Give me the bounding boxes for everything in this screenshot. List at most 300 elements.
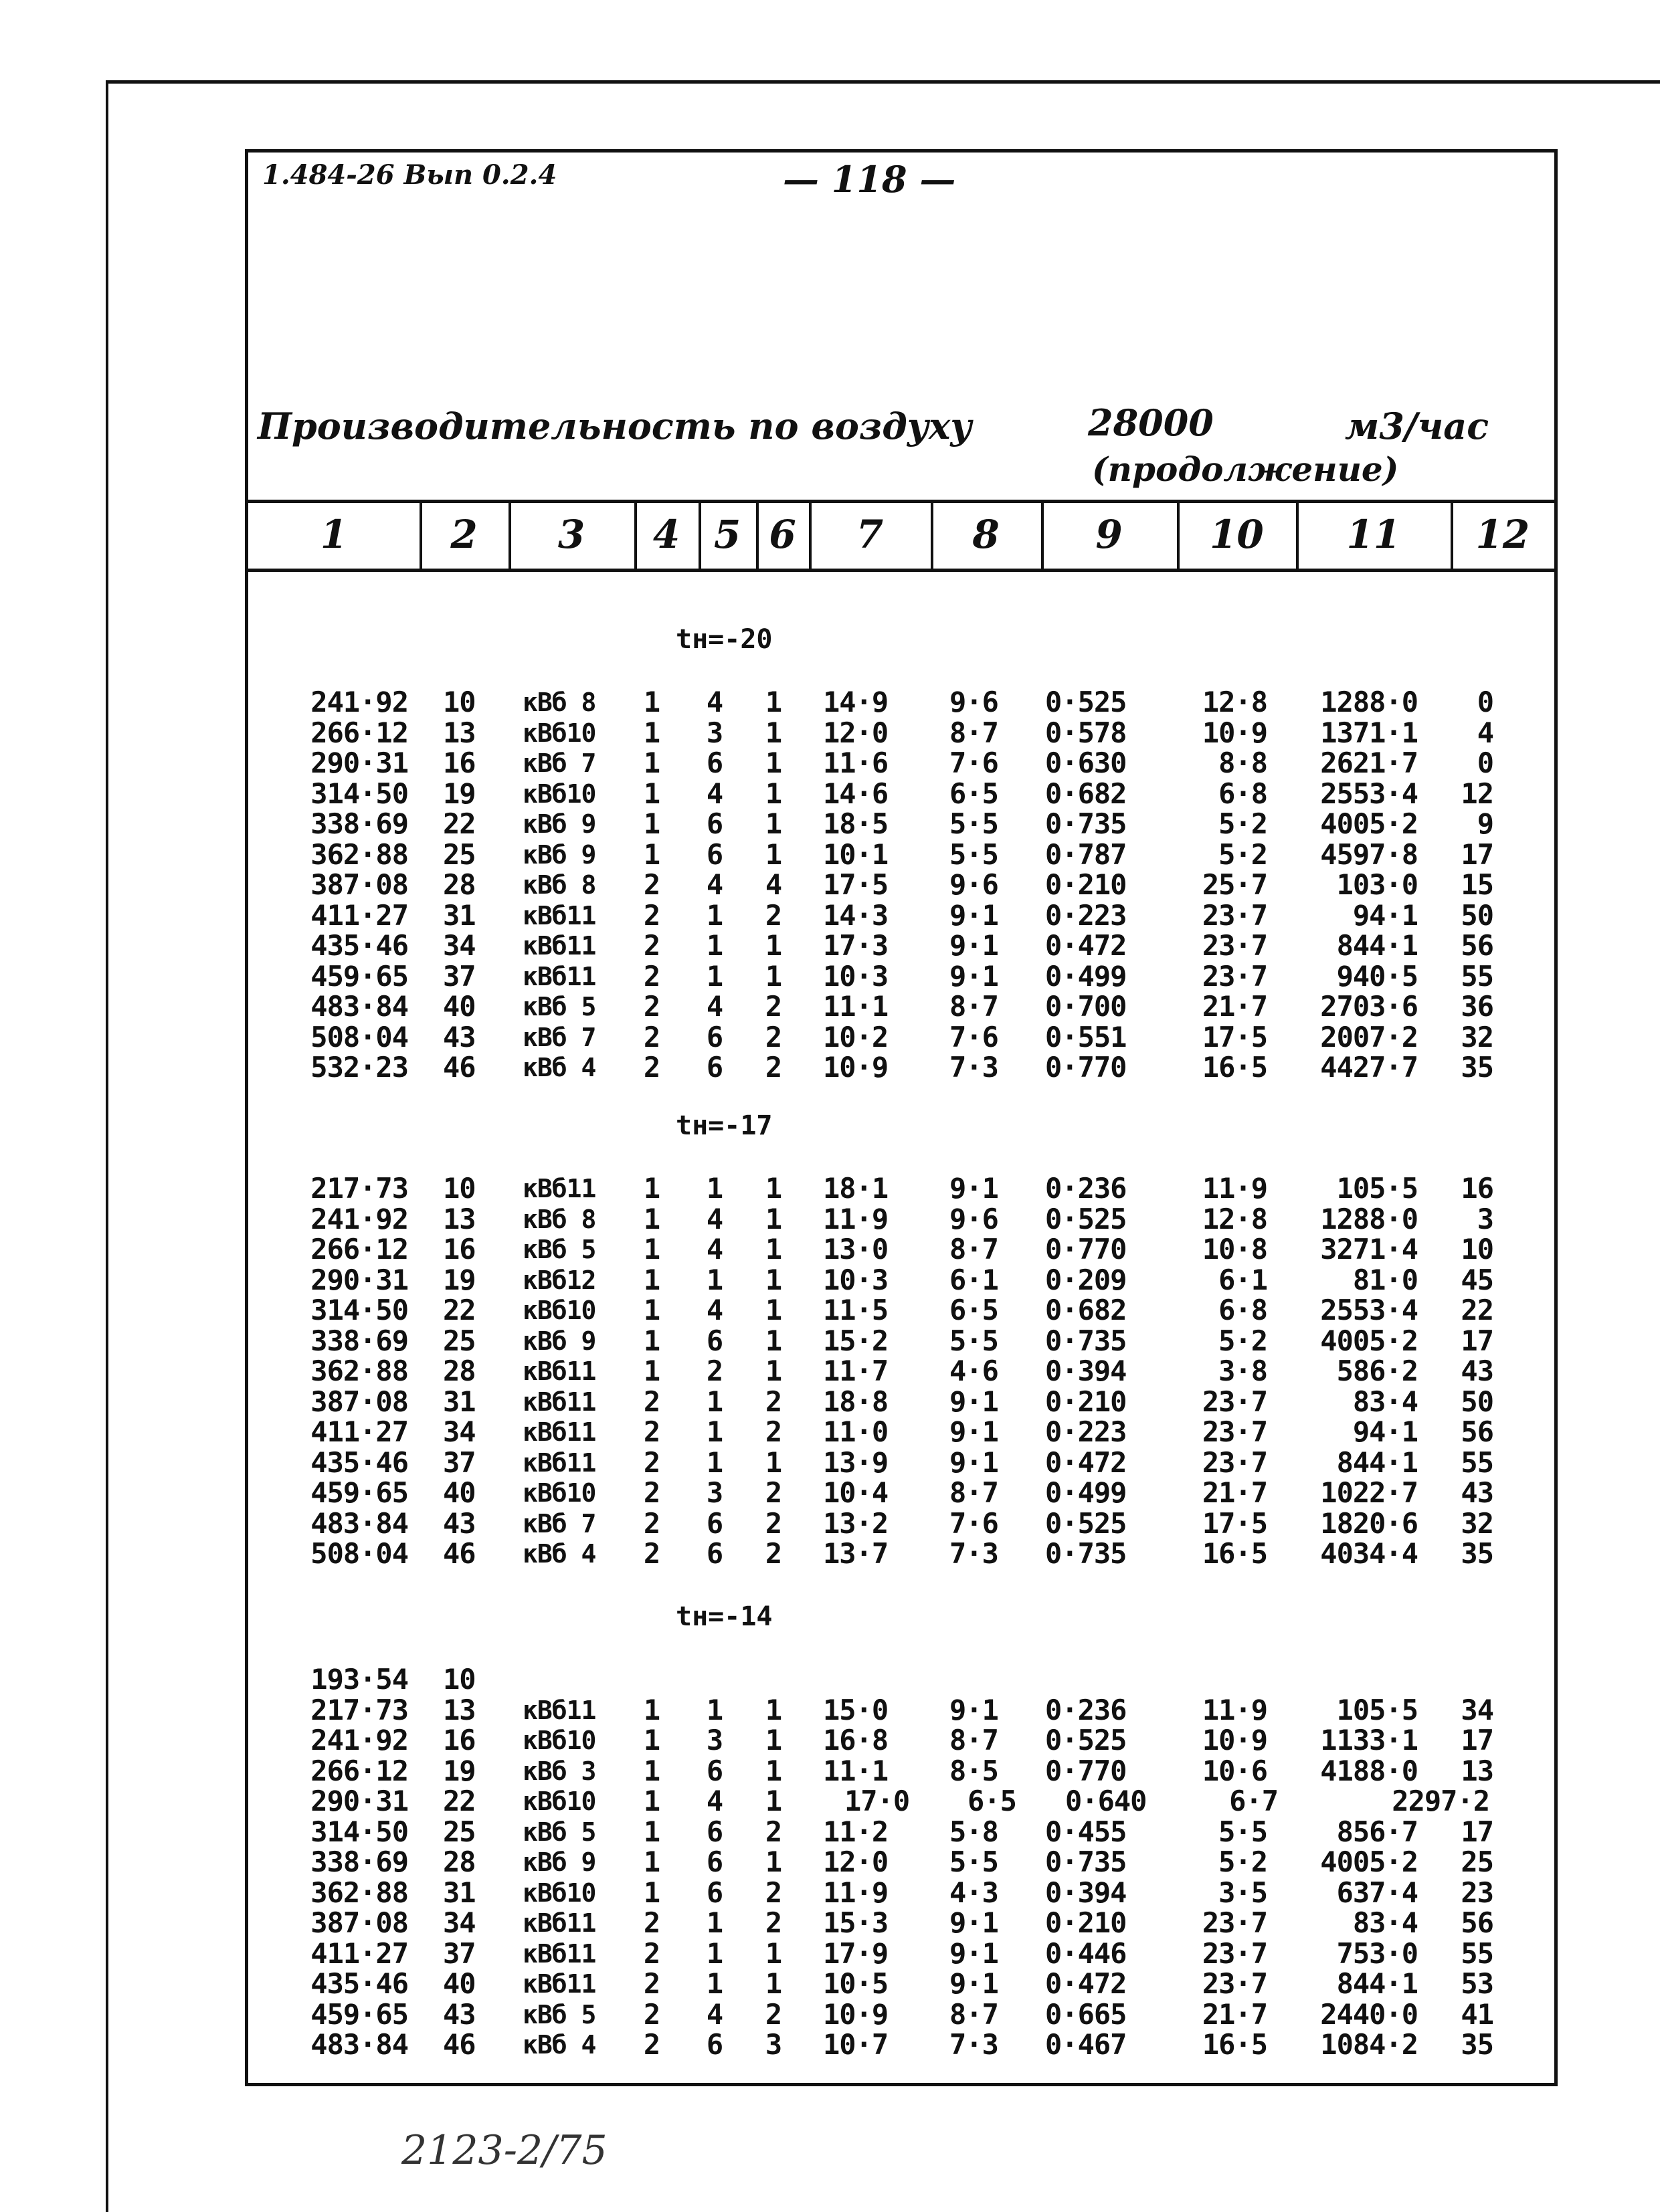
cell-col-3: кВб11 bbox=[523, 1969, 596, 1999]
column-header-9: 9 bbox=[1095, 512, 1123, 557]
cell-col-5: 6 bbox=[706, 1815, 723, 1848]
cell-col-11: 2440·0 bbox=[1320, 1997, 1418, 2031]
cell-col-10: 23·7 bbox=[1202, 1415, 1267, 1448]
column-header-8: 8 bbox=[972, 512, 1000, 557]
cell-col-11: 4005·2 bbox=[1320, 1324, 1418, 1357]
cell-col-1: 508·04 bbox=[310, 1020, 408, 1053]
cell-col-1: 411·27 bbox=[310, 1415, 408, 1448]
cell-col-9: 0·210 bbox=[1045, 1385, 1127, 1418]
cell-col-9: 0·472 bbox=[1045, 1967, 1127, 2000]
footer-note: 2123-2/75 bbox=[401, 2127, 608, 2174]
cell-col-11: 856·7 bbox=[1336, 1815, 1418, 1848]
cell-col-11: 4034·4 bbox=[1320, 1537, 1418, 1570]
cell-col-4: 1 bbox=[643, 1354, 660, 1387]
cell-col-4: 1 bbox=[643, 746, 660, 779]
cell-col-11: 4005·2 bbox=[1320, 1845, 1418, 1878]
cell-col-6: 1 bbox=[765, 1263, 782, 1296]
cell-col-10: 16·5 bbox=[1202, 1537, 1267, 1570]
cell-col-12: 43 bbox=[1461, 1476, 1493, 1509]
cell-col-2: 40 bbox=[443, 1967, 476, 2000]
cell-col-5: 4 bbox=[706, 1294, 723, 1326]
cell-col-7: 10·9 bbox=[823, 1997, 889, 2031]
table-row bbox=[0, 2029, 1660, 2060]
cell-col-3: кВб 8 bbox=[523, 870, 596, 900]
cell-col-8: 8·7 bbox=[949, 1476, 998, 1509]
cell-col-11: 105·5 bbox=[1336, 1693, 1418, 1726]
cell-col-7: 10·3 bbox=[823, 959, 889, 993]
cell-col-5: 1 bbox=[706, 1936, 723, 1970]
cell-col-9: 0·525 bbox=[1045, 1724, 1127, 1756]
cell-col-1: 459·65 bbox=[310, 1997, 408, 2031]
cell-col-10: 5·2 bbox=[1218, 837, 1267, 871]
cell-col-12: 55 bbox=[1461, 1445, 1493, 1479]
cell-col-6: 1 bbox=[765, 1724, 782, 1756]
cell-col-3: кВб 4 bbox=[523, 1053, 596, 1082]
cell-col-3: кВб11 bbox=[523, 900, 596, 930]
cell-col-3: кВб11 bbox=[523, 1908, 596, 1938]
cell-col-7: 17·5 bbox=[823, 868, 889, 901]
cell-col-5: 6 bbox=[706, 1051, 723, 1084]
cell-col-6: 1 bbox=[765, 959, 782, 993]
cell-col-3: кВб12 bbox=[523, 1265, 596, 1295]
cell-col-2: 34 bbox=[443, 1906, 476, 1939]
cell-col-6: 1 bbox=[765, 1172, 782, 1205]
cell-col-3: кВб 5 bbox=[523, 1999, 596, 2029]
cell-col-4: 2 bbox=[643, 1476, 660, 1509]
table-row bbox=[0, 687, 1660, 718]
cell-col-12: 32 bbox=[1461, 1506, 1493, 1540]
cell-col-5: 1 bbox=[706, 1263, 723, 1296]
cell-col-11: 4427·7 bbox=[1320, 1051, 1418, 1084]
column-header-11: 11 bbox=[1346, 512, 1401, 557]
cell-col-6: 2 bbox=[765, 990, 782, 1023]
cell-col-2: 19 bbox=[443, 1754, 476, 1787]
cell-col-10: 23·7 bbox=[1202, 1967, 1267, 2000]
cell-col-1: 193·54 bbox=[310, 1663, 408, 1696]
cell-col-8: 5·5 bbox=[949, 1324, 998, 1357]
cell-col-6: 1 bbox=[765, 1967, 782, 2000]
cell-col-8: 5·5 bbox=[949, 807, 998, 840]
cell-col-8: 9·1 bbox=[949, 1385, 998, 1418]
cell-col-11: 1084·2 bbox=[1320, 2028, 1418, 2061]
cell-col-10: 23·7 bbox=[1202, 1445, 1267, 1479]
cell-col-8: 8·5 bbox=[949, 1754, 998, 1787]
cell-col-2: 16 bbox=[443, 1233, 476, 1266]
cell-col-5: 6 bbox=[706, 1876, 723, 1909]
title-value: 28000 bbox=[1088, 401, 1214, 444]
cell-col-1: 435·46 bbox=[310, 929, 408, 962]
cell-col-3: кВб10 bbox=[523, 1478, 596, 1508]
cell-col-8: 9·1 bbox=[949, 1415, 998, 1448]
cell-col-10: 6·8 bbox=[1218, 1294, 1267, 1326]
cell-col-8: 9·1 bbox=[949, 929, 998, 962]
cell-col-2: 31 bbox=[443, 1876, 476, 1909]
cell-col-2: 46 bbox=[443, 1051, 476, 1084]
cell-col-4: 1 bbox=[643, 1724, 660, 1756]
cell-col-9: 0·735 bbox=[1045, 1845, 1127, 1878]
cell-col-12: 41 bbox=[1461, 1997, 1493, 2031]
cell-col-12: 17 bbox=[1461, 1815, 1493, 1848]
cell-col-9: 0·525 bbox=[1045, 686, 1127, 718]
cell-col-3: кВб11 bbox=[523, 961, 596, 991]
table-row bbox=[0, 1756, 1660, 1787]
cell-col-7: 14·9 bbox=[823, 686, 889, 718]
cell-col-7: 16·8 bbox=[823, 1724, 889, 1756]
cell-col-1: 241·92 bbox=[310, 1202, 408, 1235]
cell-col-6: 1 bbox=[765, 1233, 782, 1266]
table-row bbox=[0, 900, 1660, 931]
header-bottom-line bbox=[245, 569, 1558, 572]
cell-col-5: 3 bbox=[706, 716, 723, 749]
cell-col-3: кВб 9 bbox=[523, 1847, 596, 1877]
table-row bbox=[0, 1538, 1660, 1569]
cell-col-5: 1 bbox=[706, 929, 723, 962]
cell-col-9: 0·682 bbox=[1045, 1294, 1127, 1326]
cell-col-7: 10·5 bbox=[823, 1967, 889, 2000]
cell-col-2: 40 bbox=[443, 990, 476, 1023]
table-row bbox=[0, 1022, 1660, 1053]
cell-col-2: 10 bbox=[443, 1172, 476, 1205]
cell-col-10: 23·7 bbox=[1202, 1906, 1267, 1939]
cell-col-5: 1 bbox=[706, 898, 723, 932]
cell-col-2: 46 bbox=[443, 2028, 476, 2061]
cell-col-9: 0·640 bbox=[1065, 1785, 1147, 1817]
cell-col-11: 2553·4 bbox=[1320, 1294, 1418, 1326]
cell-col-1: 241·92 bbox=[310, 686, 408, 718]
cell-col-2: 13 bbox=[443, 716, 476, 749]
cell-col-1: 459·65 bbox=[310, 959, 408, 993]
cell-col-9: 0·700 bbox=[1045, 990, 1127, 1023]
cell-col-2: 10 bbox=[443, 1663, 476, 1696]
cell-col-5: 6 bbox=[706, 807, 723, 840]
cell-col-10: 23·7 bbox=[1202, 898, 1267, 932]
cell-col-1: 338·69 bbox=[310, 1845, 408, 1878]
cell-col-2: 34 bbox=[443, 1415, 476, 1448]
cell-col-4: 1 bbox=[643, 686, 660, 718]
cell-col-7: 13·2 bbox=[823, 1506, 889, 1540]
cell-col-5: 1 bbox=[706, 1415, 723, 1448]
cell-col-7: 11·9 bbox=[823, 1202, 889, 1235]
cell-col-6: 2 bbox=[765, 1020, 782, 1053]
cell-col-2: 25 bbox=[443, 1815, 476, 1848]
cell-col-9: 0·735 bbox=[1045, 1324, 1127, 1357]
cell-col-10: 23·7 bbox=[1202, 929, 1267, 962]
cell-col-6: 2 bbox=[765, 1051, 782, 1084]
cell-col-12: 35 bbox=[1461, 1537, 1493, 1570]
cell-col-4: 2 bbox=[643, 1967, 660, 2000]
cell-col-2: 22 bbox=[443, 1294, 476, 1326]
table-row bbox=[0, 1695, 1660, 1726]
cell-col-11: 2621·7 bbox=[1320, 746, 1418, 779]
cell-col-6: 3 bbox=[765, 2028, 782, 2061]
cell-col-6: 1 bbox=[765, 1445, 782, 1479]
cell-col-2: 19 bbox=[443, 777, 476, 810]
table-row bbox=[0, 748, 1660, 779]
table-row bbox=[0, 1295, 1660, 1326]
cell-col-5: 6 bbox=[706, 1020, 723, 1053]
cell-col-8: 9·1 bbox=[949, 1906, 998, 1939]
cell-col-11: 2553·4 bbox=[1320, 777, 1418, 810]
cell-col-1: 362·88 bbox=[310, 1354, 408, 1387]
cell-col-9: 0·770 bbox=[1045, 1233, 1127, 1266]
cell-col-9: 0·472 bbox=[1045, 929, 1127, 962]
cell-col-8: 8·7 bbox=[949, 1233, 998, 1266]
cell-col-9: 0·236 bbox=[1045, 1172, 1127, 1205]
cell-col-9: 0·499 bbox=[1045, 1476, 1127, 1509]
cell-col-9: 0·394 bbox=[1045, 1876, 1127, 1909]
cell-col-2: 34 bbox=[443, 929, 476, 962]
cell-col-8: 6·5 bbox=[967, 1785, 1016, 1817]
cell-col-2: 43 bbox=[443, 1997, 476, 2031]
cell-col-1: 290·31 bbox=[310, 1263, 408, 1296]
cell-col-8: 8·7 bbox=[949, 716, 998, 749]
cell-col-11: 1133·1 bbox=[1320, 1724, 1418, 1756]
cell-col-12: 50 bbox=[1461, 898, 1493, 932]
cell-col-11: 844·1 bbox=[1336, 1445, 1418, 1479]
cell-col-6: 1 bbox=[765, 686, 782, 718]
table-row bbox=[0, 1725, 1660, 1756]
cell-col-12: 36 bbox=[1461, 990, 1493, 1023]
cell-col-2: 25 bbox=[443, 837, 476, 871]
cell-col-5: 1 bbox=[706, 1693, 723, 1726]
cell-col-12: 53 bbox=[1461, 1967, 1493, 2000]
cell-col-4: 1 bbox=[643, 1202, 660, 1235]
cell-col-1: 266·12 bbox=[310, 1233, 408, 1266]
cell-col-6: 1 bbox=[765, 929, 782, 962]
cell-col-8: 6·1 bbox=[949, 1263, 998, 1296]
table-row bbox=[0, 718, 1660, 748]
cell-col-12: 35 bbox=[1461, 1051, 1493, 1084]
header-column-divider bbox=[931, 500, 933, 571]
cell-col-8: 7·3 bbox=[949, 1537, 998, 1570]
header-column-divider bbox=[509, 500, 511, 571]
table-row bbox=[0, 809, 1660, 839]
cell-col-3: кВб 5 bbox=[523, 1235, 596, 1264]
cell-col-10: 21·7 bbox=[1202, 990, 1267, 1023]
cell-col-9: 0·770 bbox=[1045, 1754, 1127, 1787]
cell-col-7: 10·2 bbox=[823, 1020, 889, 1053]
cell-col-10: 17·5 bbox=[1202, 1506, 1267, 1540]
cell-col-10: 25·7 bbox=[1202, 868, 1267, 901]
cell-col-10: 5·2 bbox=[1218, 807, 1267, 840]
cell-col-1: 217·73 bbox=[310, 1172, 408, 1205]
cell-col-1: 411·27 bbox=[310, 1936, 408, 1970]
cell-col-4: 1 bbox=[643, 1294, 660, 1326]
cell-col-5: 1 bbox=[706, 1385, 723, 1418]
cell-col-11: 637·4 bbox=[1336, 1876, 1418, 1909]
cell-col-3: кВб11 bbox=[523, 931, 596, 961]
cell-col-2: 37 bbox=[443, 1445, 476, 1479]
cell-col-1: 290·31 bbox=[310, 1785, 408, 1817]
cell-col-3: кВб11 bbox=[523, 1417, 596, 1447]
cell-col-10: 11·9 bbox=[1202, 1172, 1267, 1205]
cell-col-6: 2 bbox=[765, 1537, 782, 1570]
cell-col-7: 11·5 bbox=[823, 1294, 889, 1326]
cell-col-1: 266·12 bbox=[310, 716, 408, 749]
cell-col-2: 46 bbox=[443, 1537, 476, 1570]
cell-col-7: 10·7 bbox=[823, 2028, 889, 2061]
cell-col-9: 0·455 bbox=[1045, 1815, 1127, 1848]
cell-col-3: кВб10 bbox=[523, 718, 596, 748]
cell-col-2: 37 bbox=[443, 1936, 476, 1970]
cell-col-11: 94·1 bbox=[1352, 1415, 1418, 1448]
cell-col-5: 4 bbox=[706, 1785, 723, 1817]
cell-col-11: 1820·6 bbox=[1320, 1506, 1418, 1540]
cell-col-12: 56 bbox=[1461, 929, 1493, 962]
column-header-1: 1 bbox=[320, 512, 348, 557]
cell-col-1: 387·08 bbox=[310, 1385, 408, 1418]
table-row bbox=[0, 1999, 1660, 2030]
cell-col-11: 1288·0 bbox=[1320, 686, 1418, 718]
cell-col-5: 4 bbox=[706, 990, 723, 1023]
cell-col-4: 2 bbox=[643, 2028, 660, 2061]
cell-col-2: 43 bbox=[443, 1506, 476, 1540]
cell-col-12: 32 bbox=[1461, 1020, 1493, 1053]
cell-col-11: 4597·8 bbox=[1320, 837, 1418, 871]
cell-col-4: 2 bbox=[643, 898, 660, 932]
cell-col-6: 2 bbox=[765, 1415, 782, 1448]
cell-col-12: 9 bbox=[1477, 807, 1493, 840]
cell-col-9: 0·551 bbox=[1045, 1020, 1127, 1053]
table-row bbox=[0, 779, 1660, 809]
cell-col-4: 2 bbox=[643, 1415, 660, 1448]
cell-col-2: 28 bbox=[443, 868, 476, 901]
cell-col-1: 387·08 bbox=[310, 868, 408, 901]
cell-col-9: 0·525 bbox=[1045, 1506, 1127, 1540]
cell-col-6: 2 bbox=[765, 1385, 782, 1418]
cell-col-5: 1 bbox=[706, 1906, 723, 1939]
cell-col-3: кВб10 bbox=[523, 779, 596, 809]
cell-col-12: 50 bbox=[1461, 1385, 1493, 1418]
cell-col-12: 17 bbox=[1461, 1324, 1493, 1357]
cell-col-4: 1 bbox=[643, 1324, 660, 1357]
column-header-4: 4 bbox=[652, 512, 680, 557]
cell-col-7: 17·3 bbox=[823, 929, 889, 962]
cell-col-4: 1 bbox=[643, 807, 660, 840]
cell-col-7: 13·0 bbox=[823, 1233, 889, 1266]
cell-col-10: 16·5 bbox=[1202, 2028, 1267, 2061]
cell-col-5: 1 bbox=[706, 1967, 723, 2000]
table-row bbox=[0, 1908, 1660, 1938]
table-row bbox=[0, 1478, 1660, 1508]
cell-col-1: 387·08 bbox=[310, 1906, 408, 1939]
cell-col-1: 435·46 bbox=[310, 1967, 408, 2000]
cell-col-2: 25 bbox=[443, 1324, 476, 1357]
table-row bbox=[0, 1786, 1660, 1817]
cell-col-6: 1 bbox=[765, 1936, 782, 1970]
cell-col-8: 9·1 bbox=[949, 959, 998, 993]
cell-col-8: 9·1 bbox=[949, 898, 998, 932]
cell-col-7: 14·6 bbox=[823, 777, 889, 810]
cell-col-3: кВб 9 bbox=[523, 809, 596, 839]
cell-col-1: 338·69 bbox=[310, 1324, 408, 1357]
cell-col-2: 13 bbox=[443, 1693, 476, 1726]
cell-col-12: 12 bbox=[1461, 777, 1493, 810]
cell-col-7: 17·9 bbox=[823, 1936, 889, 1970]
cell-col-6: 1 bbox=[765, 1202, 782, 1235]
header-column-divider bbox=[809, 500, 812, 571]
cell-col-3: кВб11 bbox=[523, 1695, 596, 1725]
cell-col-9: 0·578 bbox=[1045, 716, 1127, 749]
cell-col-6: 1 bbox=[765, 837, 782, 871]
cell-col-4: 1 bbox=[643, 1785, 660, 1817]
cell-col-4: 2 bbox=[643, 1020, 660, 1053]
table-row bbox=[0, 1847, 1660, 1878]
cell-col-8: 5·5 bbox=[949, 1845, 998, 1878]
cell-col-6: 1 bbox=[765, 1354, 782, 1387]
cell-col-8: 4·6 bbox=[949, 1354, 998, 1387]
cell-col-7: 14·3 bbox=[823, 898, 889, 932]
cell-col-12: 56 bbox=[1461, 1415, 1493, 1448]
cell-col-5: 6 bbox=[706, 1845, 723, 1878]
cell-col-10: 23·7 bbox=[1202, 959, 1267, 993]
cell-col-12: 16 bbox=[1461, 1172, 1493, 1205]
cell-col-5: 4 bbox=[706, 1997, 723, 2031]
cell-col-6: 1 bbox=[765, 1754, 782, 1787]
cell-col-10: 10·8 bbox=[1202, 1233, 1267, 1266]
cell-col-7: 10·4 bbox=[823, 1476, 889, 1509]
cell-col-3: кВб 4 bbox=[523, 1539, 596, 1569]
cell-col-11: 4005·2 bbox=[1320, 807, 1418, 840]
table-row bbox=[0, 1234, 1660, 1265]
cell-col-1: 362·88 bbox=[310, 837, 408, 871]
table-row bbox=[0, 930, 1660, 961]
header-column-divider bbox=[634, 500, 637, 571]
cell-col-9: 0·735 bbox=[1045, 807, 1127, 840]
table-row bbox=[0, 961, 1660, 992]
cell-col-5: 6 bbox=[706, 1506, 723, 1540]
cell-col-2: 16 bbox=[443, 1724, 476, 1756]
table-row bbox=[0, 1052, 1660, 1083]
cell-col-4: 1 bbox=[643, 837, 660, 871]
cell-col-11: 753·0 bbox=[1336, 1936, 1418, 1970]
cell-col-6: 2 bbox=[765, 898, 782, 932]
cell-col-3: кВб11 bbox=[523, 1174, 596, 1203]
cell-col-6: 1 bbox=[765, 807, 782, 840]
cell-col-2: 37 bbox=[443, 959, 476, 993]
cell-col-9: 0·472 bbox=[1045, 1445, 1127, 1479]
cell-col-1: 266·12 bbox=[310, 1754, 408, 1787]
cell-col-8: 5·8 bbox=[949, 1815, 998, 1848]
cell-col-9: 0·665 bbox=[1045, 1997, 1127, 2031]
cell-col-7: 15·0 bbox=[823, 1693, 889, 1726]
cell-col-6: 2 bbox=[765, 1876, 782, 1909]
cell-col-2: 22 bbox=[443, 807, 476, 840]
cell-col-8: 9·1 bbox=[949, 1967, 998, 2000]
cell-col-8: 8·7 bbox=[949, 990, 998, 1023]
cell-col-8: 7·6 bbox=[949, 746, 998, 779]
header-top-line bbox=[245, 500, 1558, 503]
cell-col-7: 15·2 bbox=[823, 1324, 889, 1357]
cell-col-3: кВб10 bbox=[523, 1296, 596, 1325]
cell-col-3: кВб11 bbox=[523, 1447, 596, 1478]
cell-col-9: 0·223 bbox=[1045, 898, 1127, 932]
cell-col-4: 2 bbox=[643, 1936, 660, 1970]
cell-col-12: 56 bbox=[1461, 1906, 1493, 1939]
cell-col-3: кВб 8 bbox=[523, 1204, 596, 1234]
cell-col-11: 83·4 bbox=[1352, 1385, 1418, 1418]
cell-col-9: 0·735 bbox=[1045, 1537, 1127, 1570]
cell-col-8: 6·5 bbox=[949, 777, 998, 810]
cell-col-6: 4 bbox=[765, 868, 782, 901]
table-row bbox=[0, 1326, 1660, 1356]
cell-col-8: 8·7 bbox=[949, 1997, 998, 2031]
cell-col-9: 0·210 bbox=[1045, 1906, 1127, 1939]
cell-col-4: 1 bbox=[643, 1263, 660, 1296]
cell-col-3: кВб11 bbox=[523, 1387, 596, 1417]
cell-col-4: 1 bbox=[643, 1693, 660, 1726]
column-header-10: 10 bbox=[1210, 512, 1264, 557]
